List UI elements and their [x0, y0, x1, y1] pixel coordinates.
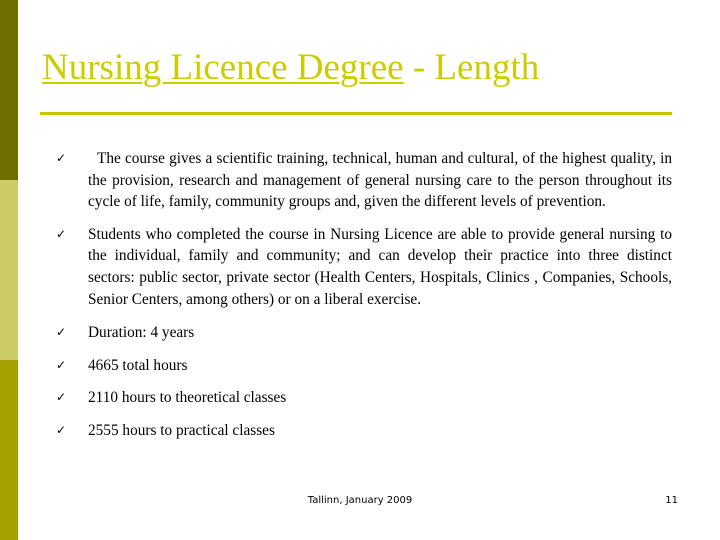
bullet-text: Students who completed the course in Nursing Licence are able to provide general nursing to the individual, family and community; and can develop their practice into three distinct sectors: public sector, private sector (Health Centers, Hospitals, Clinics , Companies, Schools, Senior Centers, among others) or on a liberal exercise. [88, 225, 672, 308]
bullet-list [56, 148, 672, 442]
list-item [56, 387, 672, 409]
footer-text: Tallinn, January 2009 [307, 495, 413, 506]
list-item [56, 355, 672, 377]
bullet-text: Duration: 4 years [88, 324, 195, 342]
list-item [56, 224, 672, 310]
slide-title-rest: - Length [403, 47, 540, 88]
list-item [56, 322, 672, 344]
bullet-text: 2555 hours to practical classes [88, 421, 275, 439]
side-bar-segment-middle [0, 180, 18, 360]
check-mark-icon: ✓ [56, 390, 67, 405]
bullet-text: 4665 total hours [88, 356, 188, 374]
check-mark-icon: ✓ [56, 357, 67, 372]
check-mark-icon: ✓ [56, 151, 67, 165]
title-underline-rule [40, 112, 672, 115]
side-bar-segment-top [0, 0, 18, 180]
bullet-text: 2110 hours to theoretical classes [88, 389, 287, 407]
page-number: 11 [665, 495, 678, 506]
bullet-text: The course gives a scientific training, technical, human and cultural, of the highest quality, in the provision, research and management of general nursing care to the person throughout its cycle of life, family, community groups and, given the different levels of prevention. [88, 150, 672, 211]
check-mark-icon: ✓ [56, 325, 67, 340]
list-item [56, 420, 672, 442]
check-mark-icon: ✓ [56, 226, 67, 241]
side-decoration-bar [0, 0, 18, 540]
side-bar-segment-bottom [0, 360, 18, 540]
slide-title-link[interactable]: Nursing Licence Degree [42, 47, 404, 88]
slide-title [42, 44, 682, 92]
check-mark-icon: ✓ [56, 422, 67, 437]
list-item [56, 148, 672, 213]
